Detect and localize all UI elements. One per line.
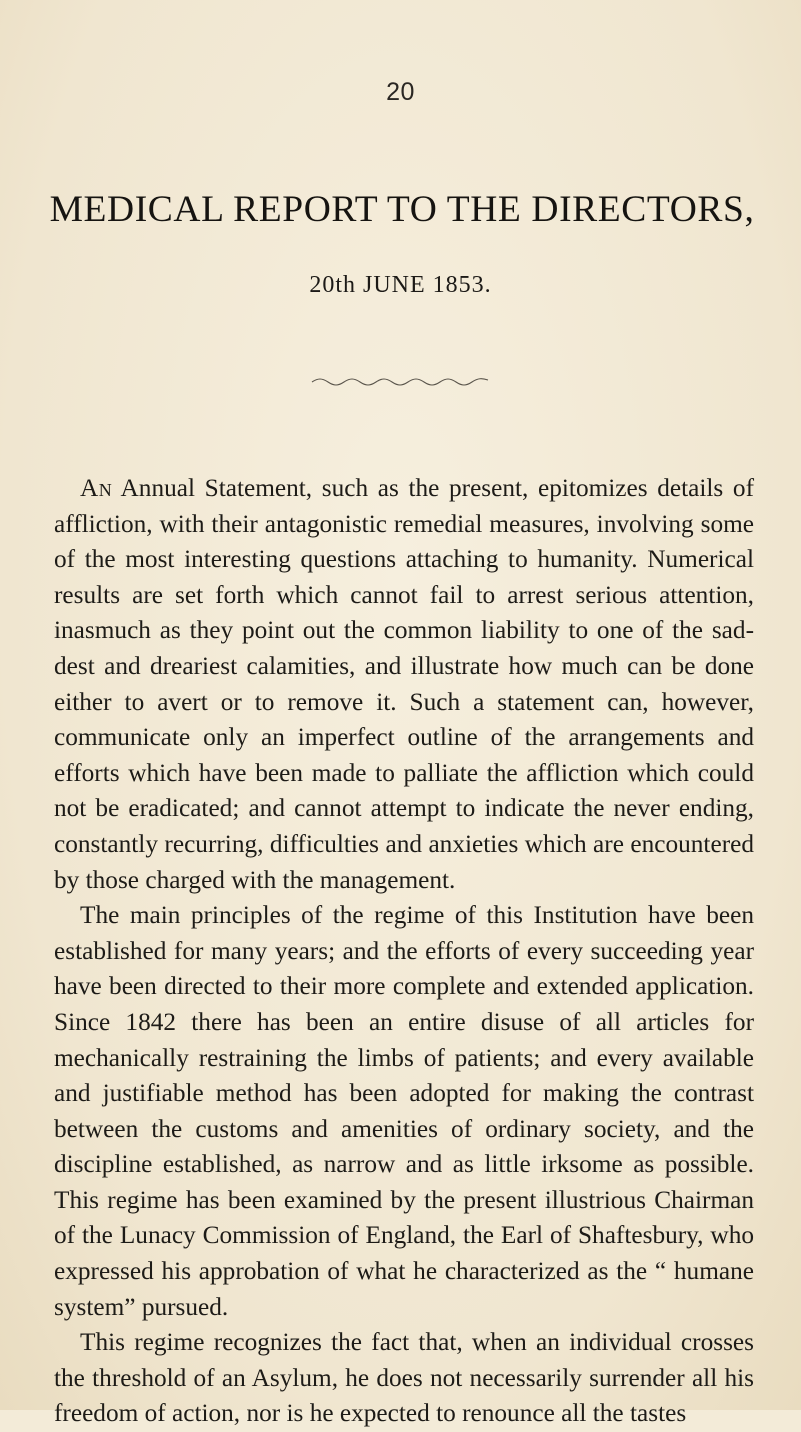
- paragraph-3: [54, 1325, 754, 1432]
- decorative-rule-ornament: [310, 374, 490, 388]
- report-title: MEDICAL REPORT TO THE DIRECTORS,: [49, 189, 755, 230]
- paragraph-2: [54, 898, 754, 1325]
- page-number: 20: [386, 78, 415, 106]
- report-body: [54, 471, 754, 1432]
- paragraph-lead-word: An: [80, 474, 113, 502]
- report-date: 20th JUNE 1853.: [309, 272, 492, 298]
- paragraph-text: The main principles of the regime of this Institution have been established for many years; and the efforts of every succeeding year have been directed to their more complete and extended application. Since 1842 there has been an entire disuse of all articles for mechanically restraining the limbs of patients; and every available and justifiable method has been adopted for making the contrast between the customs and amenities of ordinary society, and the discipline established, as narrow and as little irksome as possible. This regime has been examined by the present illustrious Chairman of the Lunacy Commission of England, the Earl of Shaftesbury, who expressed his approbation of what he characterized as the “ humane system” pursued.: [54, 901, 754, 1321]
- paragraph-1: [54, 471, 754, 898]
- paragraph-text: Annual Statement, such as the present, epitomizes details of affliction, with their antagonistic remedial measures, involving some of the most interesting questions attaching to humanity. Numerical results are set forth which cannot fail to arrest serious attention, inasmuch as they point out the common liability to one of the saddest and dreariest calamities, and illustrate how much can be done either to avert or to remove it. Such a statement can, however, communicate only an imperfect outline of the arrangements and efforts which have been made to palliate the affliction which could not be eradicated; and cannot attempt to indicate the never ending, constantly recurring, difficulties and anxieties which are encountered by those charged with the management.: [54, 474, 754, 894]
- paragraph-text: This regime recognizes the fact that, when an individual crosses the threshold of an Asylum, he does not necessarily surrender all his freedom of action, nor is he expected to renounce all the tastes: [54, 1328, 754, 1428]
